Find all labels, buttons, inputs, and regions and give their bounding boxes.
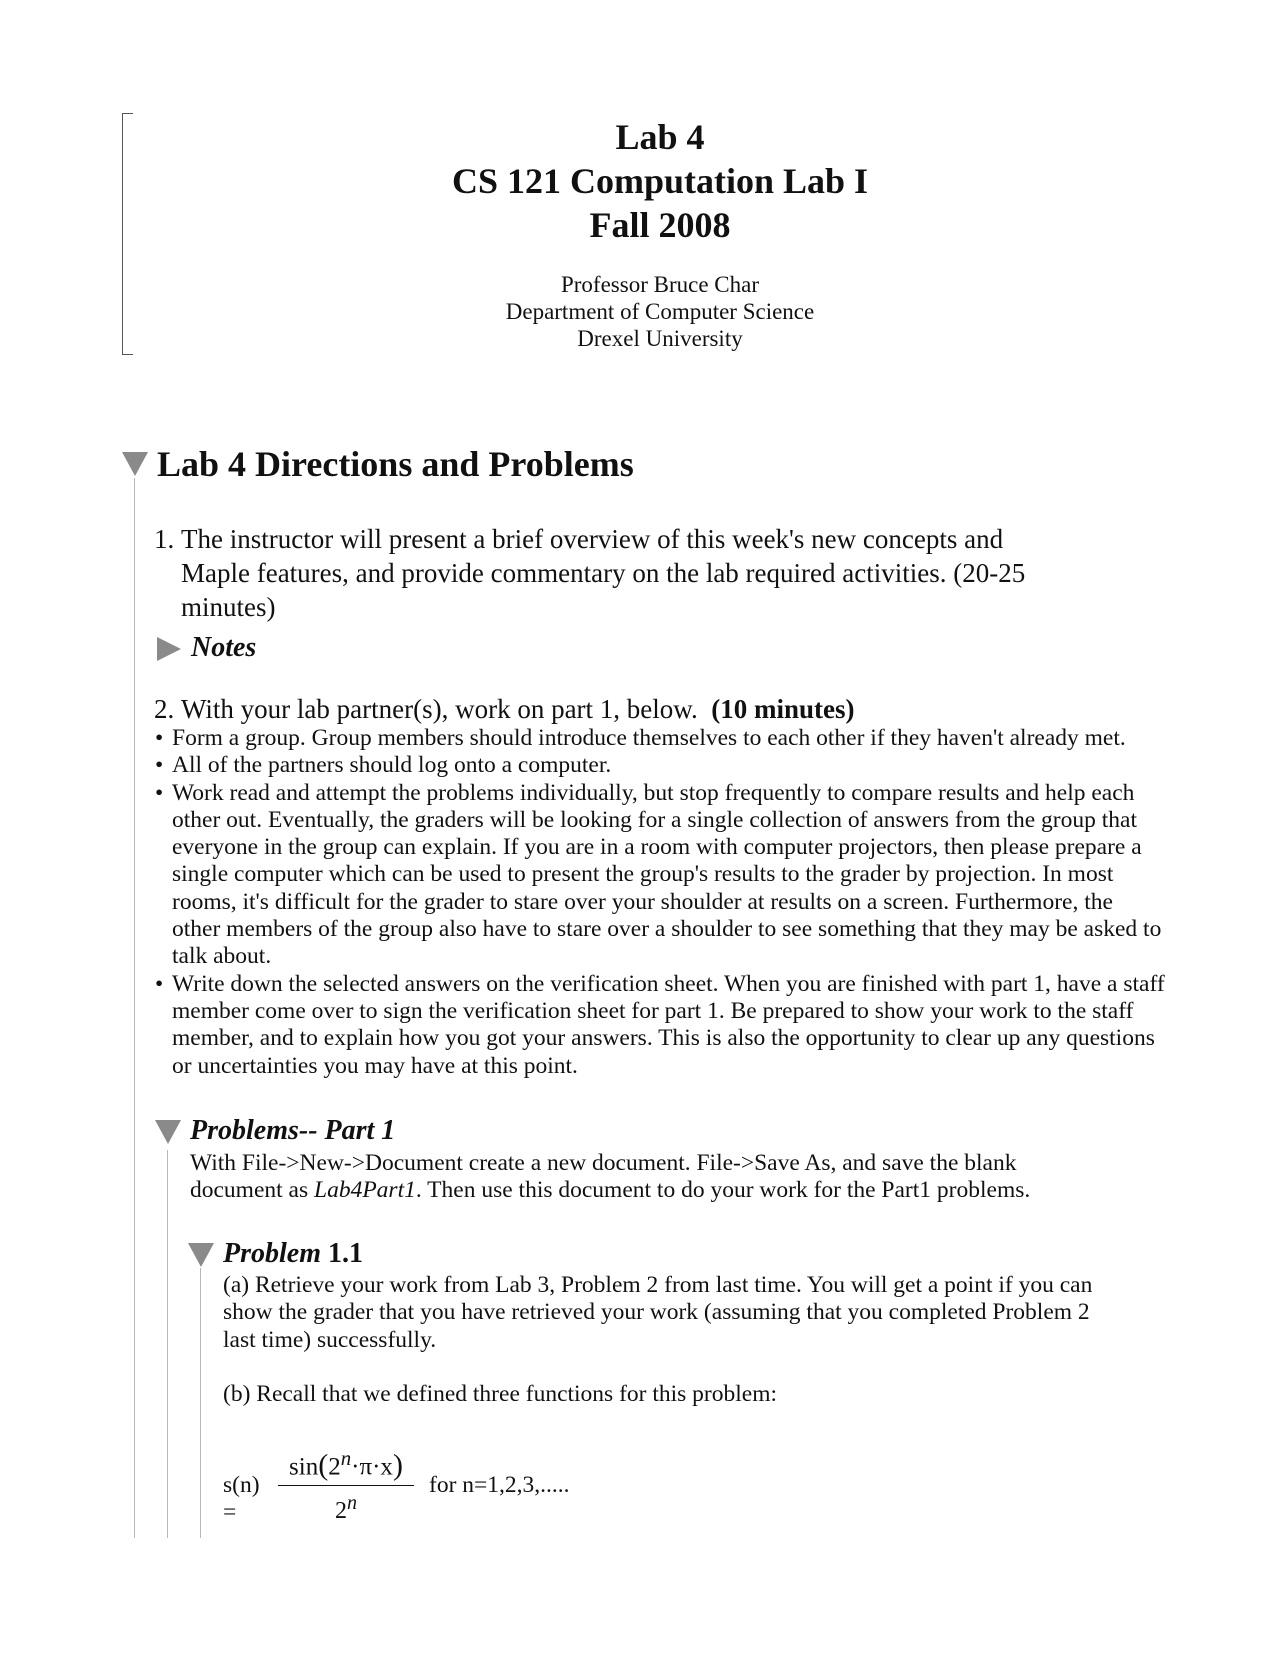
- formula-rhs: for n=1,2,3,.....: [429, 1472, 570, 1498]
- instructions-list: [155, 725, 1165, 1080]
- problem-a-line: last time) successfully.: [223, 1326, 437, 1353]
- list-item: • Work read and attempt the problems individually, but stop frequently to compare results and help each other out. Eventually, the graders will be looking for a single collection of answers from the group that everyone in the group can explain. If you are in a room with computer projectors, then please prepare a single computer which can be used to present the group's results to the grader by projection. In most rooms, it's difficult for the grader to stare over your shoulder at results on a screen. Furthermore, the other members of the group also have to stare over a shoulder to see something that they may be asked to talk about.: [155, 780, 1165, 971]
- formula-fraction: [278, 1442, 414, 1526]
- formula-numerator: $\sin(2^n\cdot\pi\cdot x)$: [289, 1446, 403, 1482]
- item2-text: [181, 692, 855, 726]
- formula-base: 2: [328, 1453, 341, 1481]
- item1-line: Maple features, and provide commentary on the lab required activities. (20-25: [181, 558, 1026, 588]
- part1-title: Problems-- Part 1: [190, 1115, 396, 1146]
- list-item: • All of the partners should log onto a computer.: [155, 752, 1165, 779]
- formula-exp: n: [340, 1446, 352, 1470]
- part1-line: With File->New->Document create a new document. File->Save As, and save the blank: [190, 1150, 1017, 1176]
- department: Department of Computer Science: [505, 299, 815, 324]
- notes-expand-arrow-icon[interactable]: [157, 637, 181, 661]
- part1-line2-post: . Then use this document to do your work for the Part1 problems.: [415, 1177, 1031, 1204]
- section-title: Lab 4 Directions and Problems: [157, 444, 634, 484]
- item1-text: [181, 522, 1025, 624]
- part1-line2-pre: document as: [190, 1177, 314, 1204]
- formula-denominator: [278, 1486, 414, 1526]
- problem-part-a: [223, 1272, 1183, 1354]
- problem-a-line: show the grader that you have retrieved your work (assuming that you completed Problem 2: [223, 1299, 1090, 1326]
- problem-title-number: 1.1: [321, 1238, 363, 1269]
- title-block: [300, 115, 1020, 352]
- section-guide-line: [134, 478, 135, 1538]
- problem-title: [223, 1237, 363, 1271]
- title-bracket: [122, 113, 133, 355]
- item2-text-main: With your lab partner(s), work on part 1, below.: [181, 694, 698, 724]
- formula-den-base: 2: [335, 1498, 347, 1525]
- problem-a-line: (a) Retrieve your work from Lab 3, Problem 2 from last time. You will get a point if you can: [223, 1272, 1093, 1298]
- professor: Professor Bruce Char: [560, 272, 759, 297]
- problem-collapse-arrow-icon[interactable]: [188, 1243, 214, 1267]
- item1-line: The instructor will present a brief overview of this week's new concepts and: [181, 524, 1004, 554]
- part1-collapse-arrow-icon[interactable]: [155, 1120, 181, 1144]
- title-lab: Lab 4: [615, 117, 705, 157]
- list-item: • Write down the selected answers on the verification sheet. When you are finished with part 1, have a staff member come over to sign the verification sheet for part 1. Be prepared to show your work to the staff member, and to explain how you got your answers. This is also the opportunity to clear up any questions or uncertainties you may have at this point.: [155, 971, 1165, 1080]
- item1-line: minutes): [181, 592, 276, 622]
- item2-time: (10 minutes): [711, 694, 855, 724]
- section-collapse-arrow-icon[interactable]: [122, 452, 148, 476]
- part1-guide-line: [167, 1150, 168, 1538]
- title-term: Fall 2008: [589, 205, 731, 245]
- problem-title-word: Problem: [223, 1238, 321, 1269]
- part1-filename: Lab4Part1: [314, 1177, 416, 1204]
- university: Drexel University: [577, 326, 743, 351]
- part1-line: [190, 1177, 1030, 1204]
- problem-guide-line: [200, 1268, 201, 1538]
- list-item: • Form a group. Group members should introduce themselves to each other if they haven't already met.: [155, 725, 1165, 752]
- formula-pi-x: ·π·x: [351, 1453, 393, 1481]
- formula-lhs: s(n) =: [223, 1472, 260, 1525]
- item1-number: 1.: [154, 524, 175, 554]
- item2-number: 2.: [154, 694, 175, 724]
- problem-part-b: (b) Recall that we defined three functions for this problem:: [223, 1381, 778, 1407]
- title-course: CS 121 Computation Lab I: [451, 161, 869, 201]
- formula-den-exp: n: [347, 1492, 357, 1515]
- notes-label[interactable]: Notes: [191, 632, 257, 663]
- formula-sin: sin: [289, 1453, 319, 1481]
- part1-text: [190, 1150, 1030, 1205]
